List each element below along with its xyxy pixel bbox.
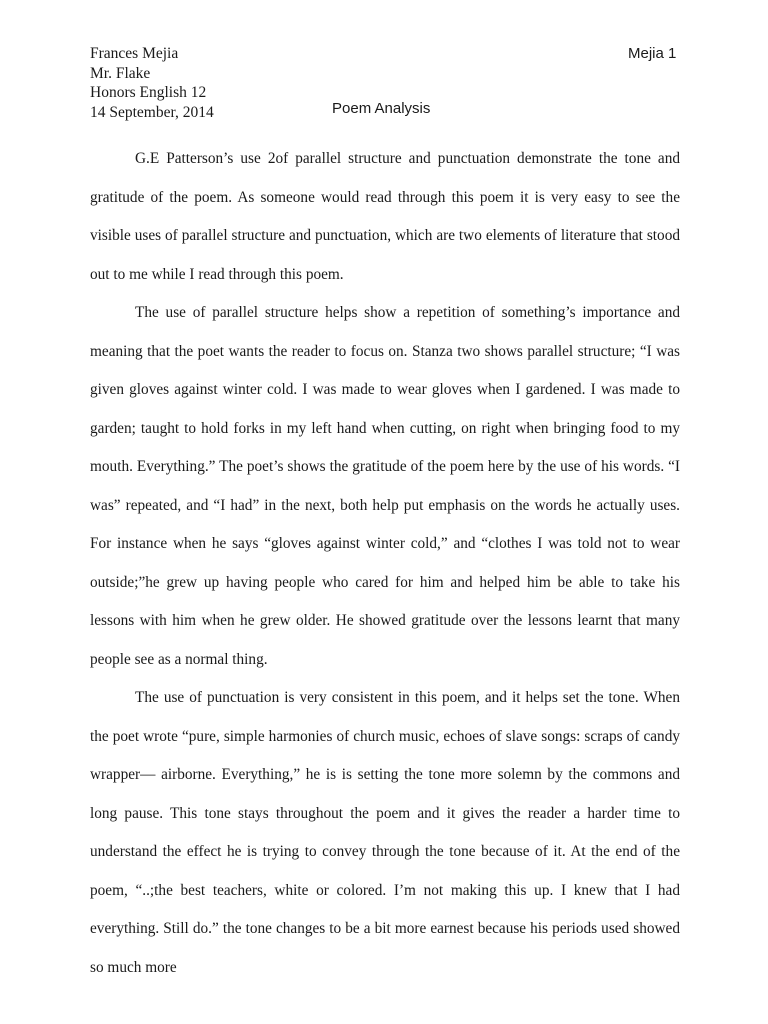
paragraph-parallel-structure: The use of parallel structure helps show a repetition of something’s importance and meaning that the poet wants the reader to focus on. Stanza two shows parallel structure; “I was given gloves against winter cold. I was made to wear gloves when I gardened. I was made to garden; taught to hold forks in my left hand when cutting, on right when bringing food to my mouth. Everything.” The poet’s shows the gratitude of the poem here by the use of his words. “I was” repeated, and “I had” in the next, both help put emphasis on the words he actually uses. For instance when he says “gloves against winter cold,” and “clothes I was told not to wear outside;”he grew up having people who cared for him and helped him be able to take his lessons with him when he grew older. He showed gratitude over the lessons learnt that many people see as a normal thing. — [90, 304, 680, 668]
essay-body — [90, 140, 680, 987]
paragraph-punctuation: The use of punctuation is very consistent in this poem, and it helps set the tone. When the poet wrote “pure, simple harmonies of church music, echoes of slave songs: scraps of candy wrapper— airborne. Everything,” he is is setting the tone more solemn by the commons and long pause. This tone stays throughout the poem and it gives the reader a harder time to understand the effect he is trying to convey through the tone because of it. At the end of the poem, “..;the best teachers, white or colored. I’m not making this up. I knew that I had everything. Still do.” the tone changes to be a bit more earnest because his periods used showed so much more — [90, 689, 680, 976]
page-title: Poem Analysis — [332, 100, 431, 117]
author-name: Frances Mejia — [90, 45, 179, 62]
heading-block — [90, 44, 214, 122]
document-date: 14 September, 2014 — [90, 103, 214, 121]
teacher-name: Mr. Flake — [90, 64, 151, 82]
course-name: Honors English 12 — [90, 84, 207, 101]
paragraph-intro: G.E Patterson’s use 2of parallel structure and punctuation demonstrate the tone and gratitude of the poem. As someone would read through this poem it is very easy to see the visible uses of parallel structure and punctuation, which are two elements of literature that stood out to me while I read through this poem. — [90, 150, 680, 283]
running-head-page-number: Mejia 1 — [628, 45, 677, 62]
